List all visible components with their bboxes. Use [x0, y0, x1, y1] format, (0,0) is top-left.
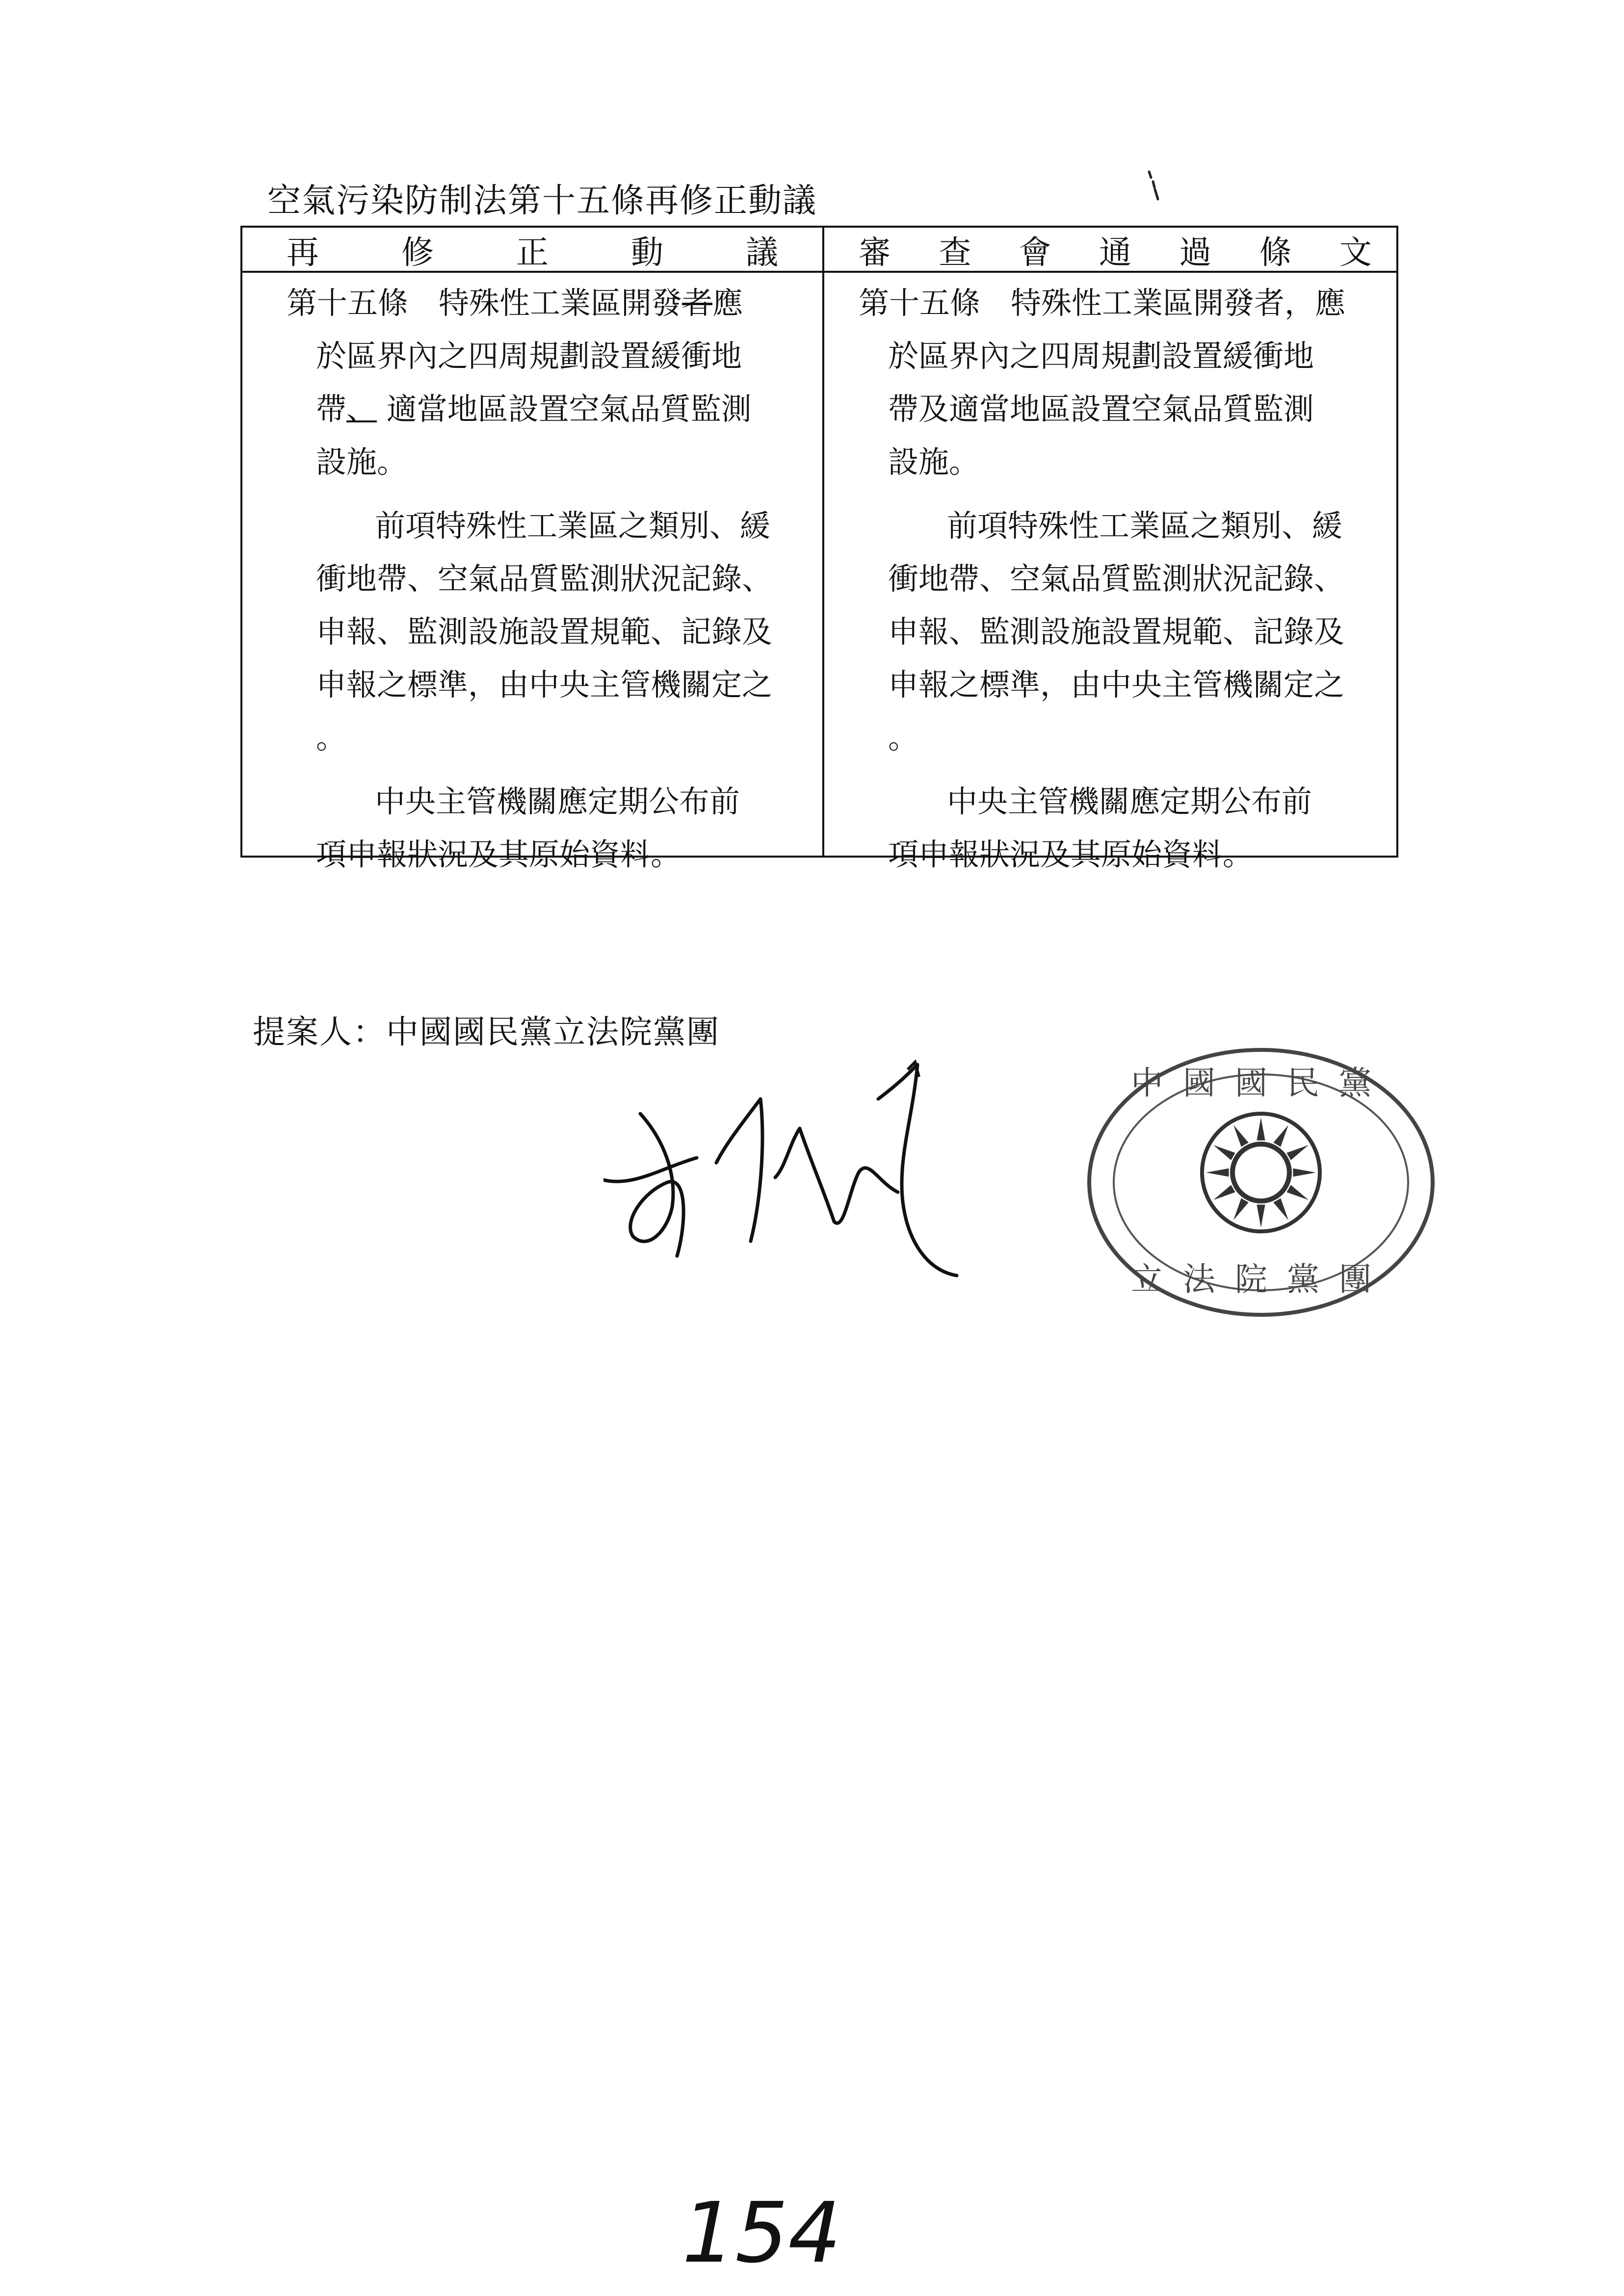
left-p2-line5: 。: [316, 720, 347, 756]
seal-sun-ray: [1273, 1198, 1288, 1220]
right-p2-line3: 申報、監測設施設置規範、記錄及: [888, 614, 1345, 650]
left-p2-line4: 申報之標準，由中央主管機關定之: [316, 667, 773, 703]
seal-sun-ray: [1206, 1168, 1229, 1176]
comparison-table: [240, 226, 1398, 872]
seal-sun-ray: [1257, 1204, 1265, 1227]
header-left-char: 議: [746, 233, 778, 271]
left-p1-line4: 設施。: [316, 444, 408, 480]
seal-sun-ray: [1233, 1198, 1249, 1220]
header-right-char: 條: [1259, 233, 1292, 271]
header-left-char: 再: [287, 233, 319, 271]
header-left: [242, 228, 824, 273]
header-right-char: 文: [1339, 233, 1372, 271]
right-p1-line2: 於區界內之四周規劃設置緩衝地: [888, 338, 1314, 374]
seal-sun-ray: [1213, 1185, 1235, 1200]
page-number: [672, 2178, 854, 2291]
right-p1-line4: 設施。: [888, 444, 980, 480]
right-p3-line2: 項申報狀況及其原始資料。: [888, 836, 1254, 872]
page-number-text: 154: [682, 2185, 841, 2282]
right-p2-line1: 前項特殊性工業區之類別、緩: [947, 508, 1343, 544]
header-left-char: 正: [516, 233, 549, 271]
left-p3-line1: 中央主管機關應定期公布前: [375, 783, 740, 819]
right-column-text: [824, 273, 1396, 872]
seal-sun-ray: [1273, 1125, 1288, 1147]
proposer-line: 提案人：中國國民黨立法院黨團: [253, 1013, 720, 1051]
header-right: [824, 228, 1396, 273]
right-p2-line4: 申報之標準，由中央主管機關定之: [888, 667, 1345, 703]
left-p3-line2: 項申報狀況及其原始資料。: [316, 836, 681, 872]
struck-text: 者: [682, 285, 713, 321]
tick-mark: [1138, 167, 1168, 211]
inserted-text: 、: [346, 391, 377, 427]
right-p3-line1: 中央主管機關應定期公布前: [947, 783, 1312, 819]
seal-sun-ray: [1293, 1168, 1316, 1176]
left-p1-line1: 第十五條 特殊性工業區開發者應: [287, 285, 743, 321]
handwritten-signature: [603, 1045, 1035, 1300]
seal-sun-ray: [1257, 1118, 1265, 1141]
left-p2-line2: 衝地帶、空氣品質監測狀況記錄、: [316, 561, 773, 597]
header-right-char: 會: [1019, 233, 1051, 271]
right-p2-line2: 衝地帶、空氣品質監測狀況記錄、: [888, 561, 1345, 597]
left-p1-line2: 於區界內之四周規劃設置緩衝地: [316, 338, 742, 374]
left-p2-line3: 申報、監測設施設置規範、記錄及: [316, 614, 773, 650]
header-right-char: 審: [859, 233, 891, 271]
right-p1-line3: 帶及適當地區設置空氣品質監測: [888, 391, 1314, 427]
seal-sun-ray: [1233, 1125, 1249, 1147]
right-p1-line1: 第十五條 特殊性工業區開發者，應: [859, 285, 1346, 321]
header-left-char: 修: [401, 233, 434, 271]
header-right-char: 通: [1099, 233, 1131, 271]
left-column-text: [242, 273, 824, 872]
seal-text-top: 中國國民黨: [1131, 1064, 1391, 1102]
seal-sun-ray: [1286, 1145, 1309, 1160]
right-p2-line5: 。: [888, 720, 919, 756]
header-right-char: 查: [939, 233, 971, 271]
left-p1-line3: 帶、 適當地區設置空氣品質監測: [316, 391, 752, 427]
left-p2-line1: 前項特殊性工業區之類別、緩: [375, 508, 771, 544]
seal-sun-ray: [1286, 1185, 1309, 1200]
header-right-char: 過: [1179, 233, 1212, 271]
seal-text-bottom: 立法院黨團: [1131, 1260, 1391, 1298]
party-seal: [1079, 1040, 1442, 1325]
header-left-char: 動: [631, 233, 663, 271]
seal-sun-ray: [1213, 1145, 1235, 1160]
document-title: 空氣污染防制法第十五條再修正動議: [267, 182, 817, 220]
